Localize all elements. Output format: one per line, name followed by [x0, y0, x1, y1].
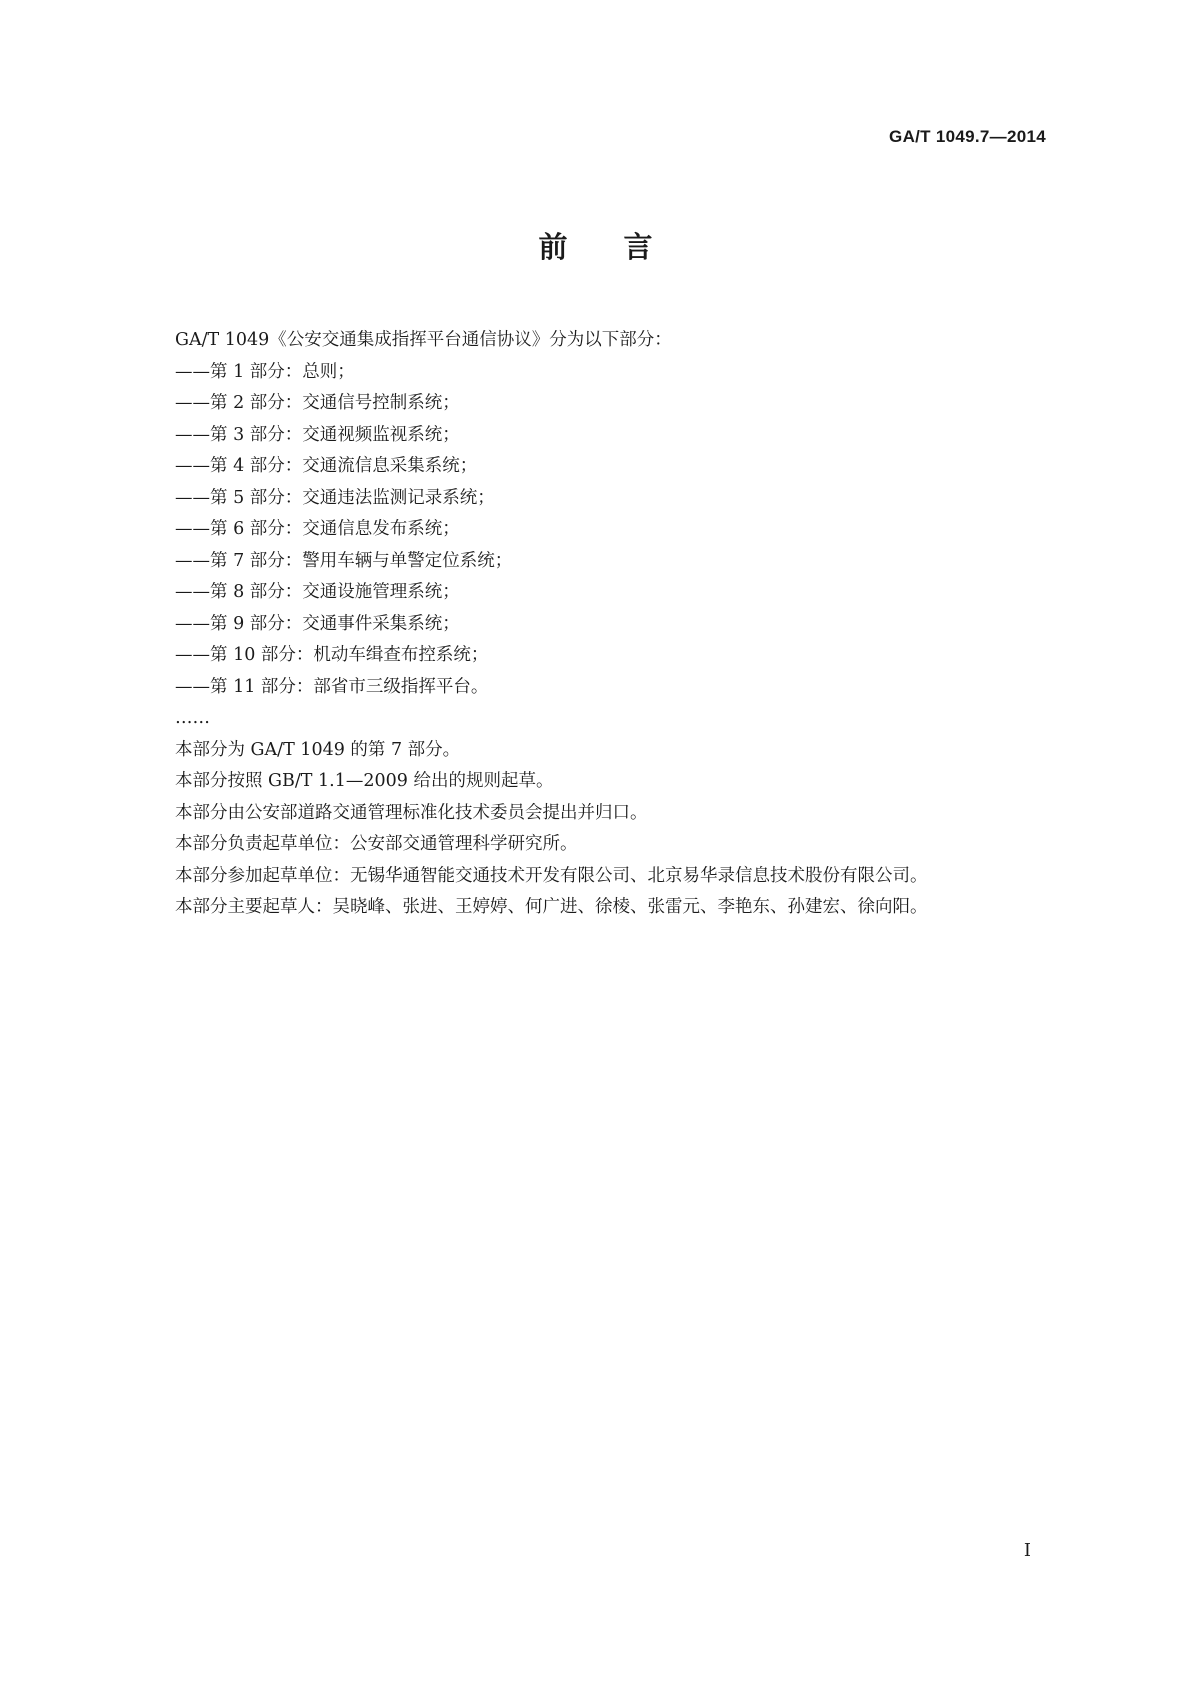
title-char-1: 前 [538, 230, 568, 264]
title-char-2: 言 [623, 230, 653, 264]
ellipsis-line: …… [175, 708, 210, 728]
part-item: ——第 8 部分：交通设施管理系统； [175, 582, 460, 602]
part-item: ——第 3 部分：交通视频监视系统； [175, 424, 460, 445]
statement-line: 本部分主要起草人：吴晓峰、张进、王婷婷、何广进、徐棱、张雷元、李艳东、孙建宏、徐向阳。 [175, 897, 928, 917]
part-item: ——第 2 部分：交通信号控制系统； [175, 393, 460, 413]
statement-line: 本部分按照 GB/T 1.1—2009 给出的规则起草。 [175, 771, 554, 791]
part-item: ——第 11 部分：部省市三级指挥平台。 [175, 676, 489, 697]
foreword-body [175, 325, 1055, 924]
page-number: I [1023, 1540, 1031, 1561]
statement-line: 本部分参加起草单位：无锡华通智能交通技术开发有限公司、北京易华录信息技术股份有限公司。 [175, 865, 928, 886]
part-item: ——第 7 部分：警用车辆与单警定位系统； [175, 550, 513, 571]
standard-code: GA/T 1049.7—2014 [889, 127, 1046, 146]
statement-line: 本部分负责起草单位：公安部交通管理科学研究所。 [175, 834, 578, 854]
part-item: ——第 10 部分：机动车缉查布控系统； [175, 645, 489, 665]
intro-line: GA/T 1049《公安交通集成指挥平台通信协议》分为以下部分： [175, 330, 672, 350]
part-item: ——第 4 部分：交通流信息采集系统； [175, 456, 478, 476]
part-item: ——第 5 部分：交通违法监测记录系统； [175, 487, 495, 508]
statement-line: 本部分为 GA/T 1049 的第 7 部分。 [175, 739, 461, 760]
part-item: ——第 9 部分：交通事件采集系统； [175, 613, 460, 634]
statement-line: 本部分由公安部道路交通管理标准化技术委员会提出并归口。 [175, 802, 648, 823]
part-item: ——第 1 部分：总则； [175, 361, 355, 382]
part-item: ——第 6 部分：交通信息发布系统； [175, 519, 460, 539]
page-title [0, 225, 1191, 266]
